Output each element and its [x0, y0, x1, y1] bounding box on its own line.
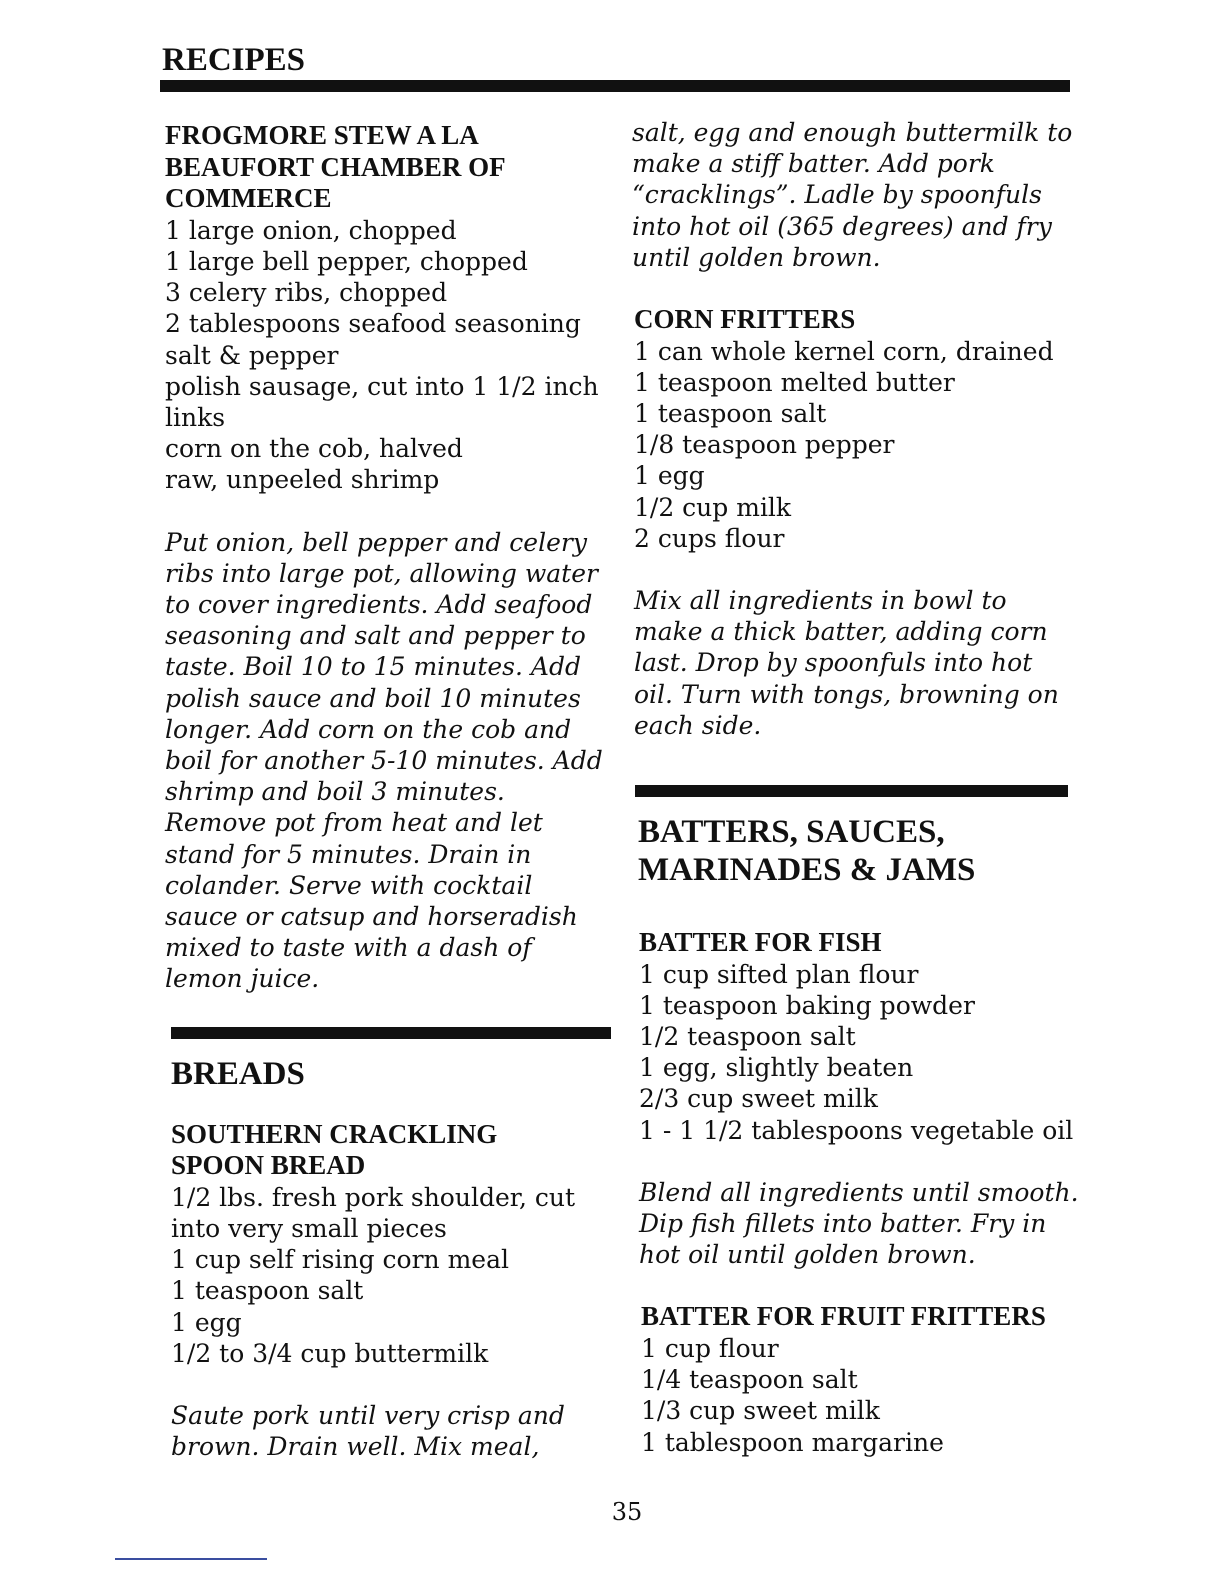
spoon-bread-recipe [171, 1119, 615, 1463]
direction-line: polish sauce and boil 10 minutes [165, 683, 581, 713]
direction-line: oil. Turn with tongs, browning on [634, 679, 1059, 709]
direction-line: longer. Add corn on the cob and [165, 714, 572, 744]
direction-line: until golden brown. [632, 242, 881, 272]
direction-line: into hot oil (365 degrees) and fry [632, 211, 1052, 241]
direction-line: Blend all ingredients until smooth. [639, 1177, 1079, 1207]
direction-line: colander. Serve with cocktail [165, 870, 533, 900]
recipe-title: SOUTHERN CRACKLING [171, 1118, 498, 1149]
ingredient: 1/2 to 3/4 cup buttermilk [171, 1338, 489, 1368]
recipe-title: CORN FRITTERS [634, 304, 856, 335]
section-title-breads: BREADS [171, 1055, 305, 1092]
direction-line: boil for another 5-10 minutes. Add [165, 746, 603, 776]
ingredient: into very small pieces [171, 1214, 447, 1244]
ingredient: 1 egg [634, 461, 705, 491]
section-rule [171, 1027, 611, 1039]
section-rule [635, 785, 1068, 797]
direction-line: to cover ingredients. Add seafood [165, 590, 593, 620]
recipe-title: SPOON BREAD [171, 1150, 366, 1181]
direction-line: Put onion, bell pepper and celery [165, 527, 587, 557]
corn-fritters-recipe [634, 304, 1077, 741]
ingredient: 1 can whole kernel corn, drained [634, 336, 1054, 366]
direction-line: taste. Boil 10 to 15 minutes. Add [165, 652, 581, 682]
ingredient: 1/2 lbs. fresh pork shoulder, cut [171, 1182, 576, 1212]
ingredient: 1/3 cup sweet milk [641, 1396, 880, 1426]
direction-line: Mix all ingredients in bowl to [634, 586, 1007, 616]
ingredient-list [171, 1182, 615, 1369]
ingredient: 3 celery ribs, chopped [165, 278, 448, 308]
page-header: RECIPES [162, 42, 306, 78]
ingredient: 1 egg [171, 1307, 242, 1337]
ingredient: 1 tablespoon margarine [641, 1427, 944, 1457]
ingredient: 2 cups flour [634, 523, 785, 553]
ingredient: 1 egg, slightly beaten [639, 1053, 914, 1083]
ingredient: 1/2 cup milk [634, 492, 792, 522]
ingredient-list [634, 336, 1077, 554]
recipe-title: BATTER FOR FRUIT FRITTERS [641, 1301, 1046, 1332]
direction-line: Dip fish fillets into batter. Fry in [639, 1209, 1047, 1239]
directions [639, 1177, 1077, 1271]
spoon-bread-directions-continued [632, 117, 1077, 273]
ingredient: 1 teaspoon salt [634, 399, 827, 429]
ingredient: 1/2 teaspoon salt [639, 1022, 856, 1052]
ingredient: 2/3 cup sweet milk [639, 1084, 878, 1114]
header-rule [160, 80, 1070, 92]
section-title-batters [638, 813, 1077, 889]
directions [165, 527, 615, 995]
ingredient: 1/4 teaspoon salt [641, 1365, 858, 1395]
direction-line: lemon juice. [165, 964, 320, 994]
ingredient: 1 cup flour [641, 1334, 779, 1364]
directions [634, 585, 1077, 741]
ingredient: 1 large onion, chopped [165, 215, 457, 245]
ingredient: 1 cup self rising corn meal [171, 1245, 510, 1275]
ingredient: salt & pepper [165, 340, 339, 370]
direction-line: Saute pork until very crisp and [171, 1401, 565, 1431]
ingredient: links [165, 403, 226, 432]
direction-line: salt, egg and enough buttermilk to [632, 118, 1073, 147]
ingredient: 1 teaspoon melted butter [634, 367, 955, 397]
ingredient-list [639, 959, 1077, 1146]
ingredient-list [165, 215, 615, 496]
left-column [165, 120, 615, 1462]
ingredient: 2 tablespoons seafood seasoning [165, 309, 581, 339]
ingredient: polish sausage, cut into 1 1/2 inch [165, 371, 599, 401]
section-title-line: MARINADES & JAMS [638, 852, 976, 889]
direction-line: stand for 5 minutes. Drain in [165, 839, 532, 869]
direction-line: make a stiff batter. Add pork [632, 149, 995, 179]
section-title-line: BATTERS, SAUCES, [638, 814, 945, 851]
ingredient: 1 - 1 1/2 tablespoons vegetable oil [639, 1115, 1074, 1145]
direction-line: each side. [634, 710, 762, 740]
direction-line: make a thick batter, adding corn [634, 617, 1048, 647]
ingredient: 1/8 teaspoon pepper [634, 430, 895, 460]
page-number: 35 [611, 1498, 643, 1526]
direction-line: Remove pot from heat and let [165, 808, 543, 838]
ingredient: corn on the cob, halved [165, 434, 463, 464]
direction-line: seasoning and salt and pepper to [165, 621, 586, 651]
direction-line: shrimp and boil 3 minutes. [165, 777, 505, 807]
direction-line: hot oil until golden brown. [639, 1240, 976, 1270]
ingredient: 1 cup sifted plan flour [639, 959, 919, 989]
direction-line: ribs into large pot, allowing water [165, 558, 598, 588]
ingredient: 1 teaspoon baking powder [639, 990, 975, 1020]
footer-line [115, 1558, 267, 1560]
batter-for-fruit-fritters-recipe [641, 1301, 1077, 1457]
direction-line: sauce or catsup and horseradish [165, 902, 578, 932]
ingredient: raw, unpeeled shrimp [165, 465, 440, 495]
direction-line: mixed to taste with a dash of [165, 933, 532, 963]
recipe-title: BEAUFORT CHAMBER OF [165, 151, 506, 182]
direction-line: “cracklings”. Ladle by spoonfuls [632, 180, 1042, 210]
right-column [632, 117, 1077, 1458]
frogmore-stew-recipe [165, 120, 615, 995]
ingredient-list [641, 1333, 1077, 1458]
direction-line: brown. Drain well. Mix meal, [171, 1432, 540, 1462]
directions [171, 1400, 615, 1462]
recipe-title: FROGMORE STEW A LA [165, 120, 479, 150]
ingredient: 1 teaspoon salt [171, 1276, 364, 1306]
ingredient: 1 large bell pepper, chopped [165, 246, 528, 276]
batter-for-fish-recipe [639, 927, 1077, 1270]
recipe-title: BATTER FOR FISH [639, 927, 882, 958]
recipe-title: COMMERCE [165, 183, 332, 214]
direction-line: last. Drop by spoonfuls into hot [634, 648, 1033, 678]
